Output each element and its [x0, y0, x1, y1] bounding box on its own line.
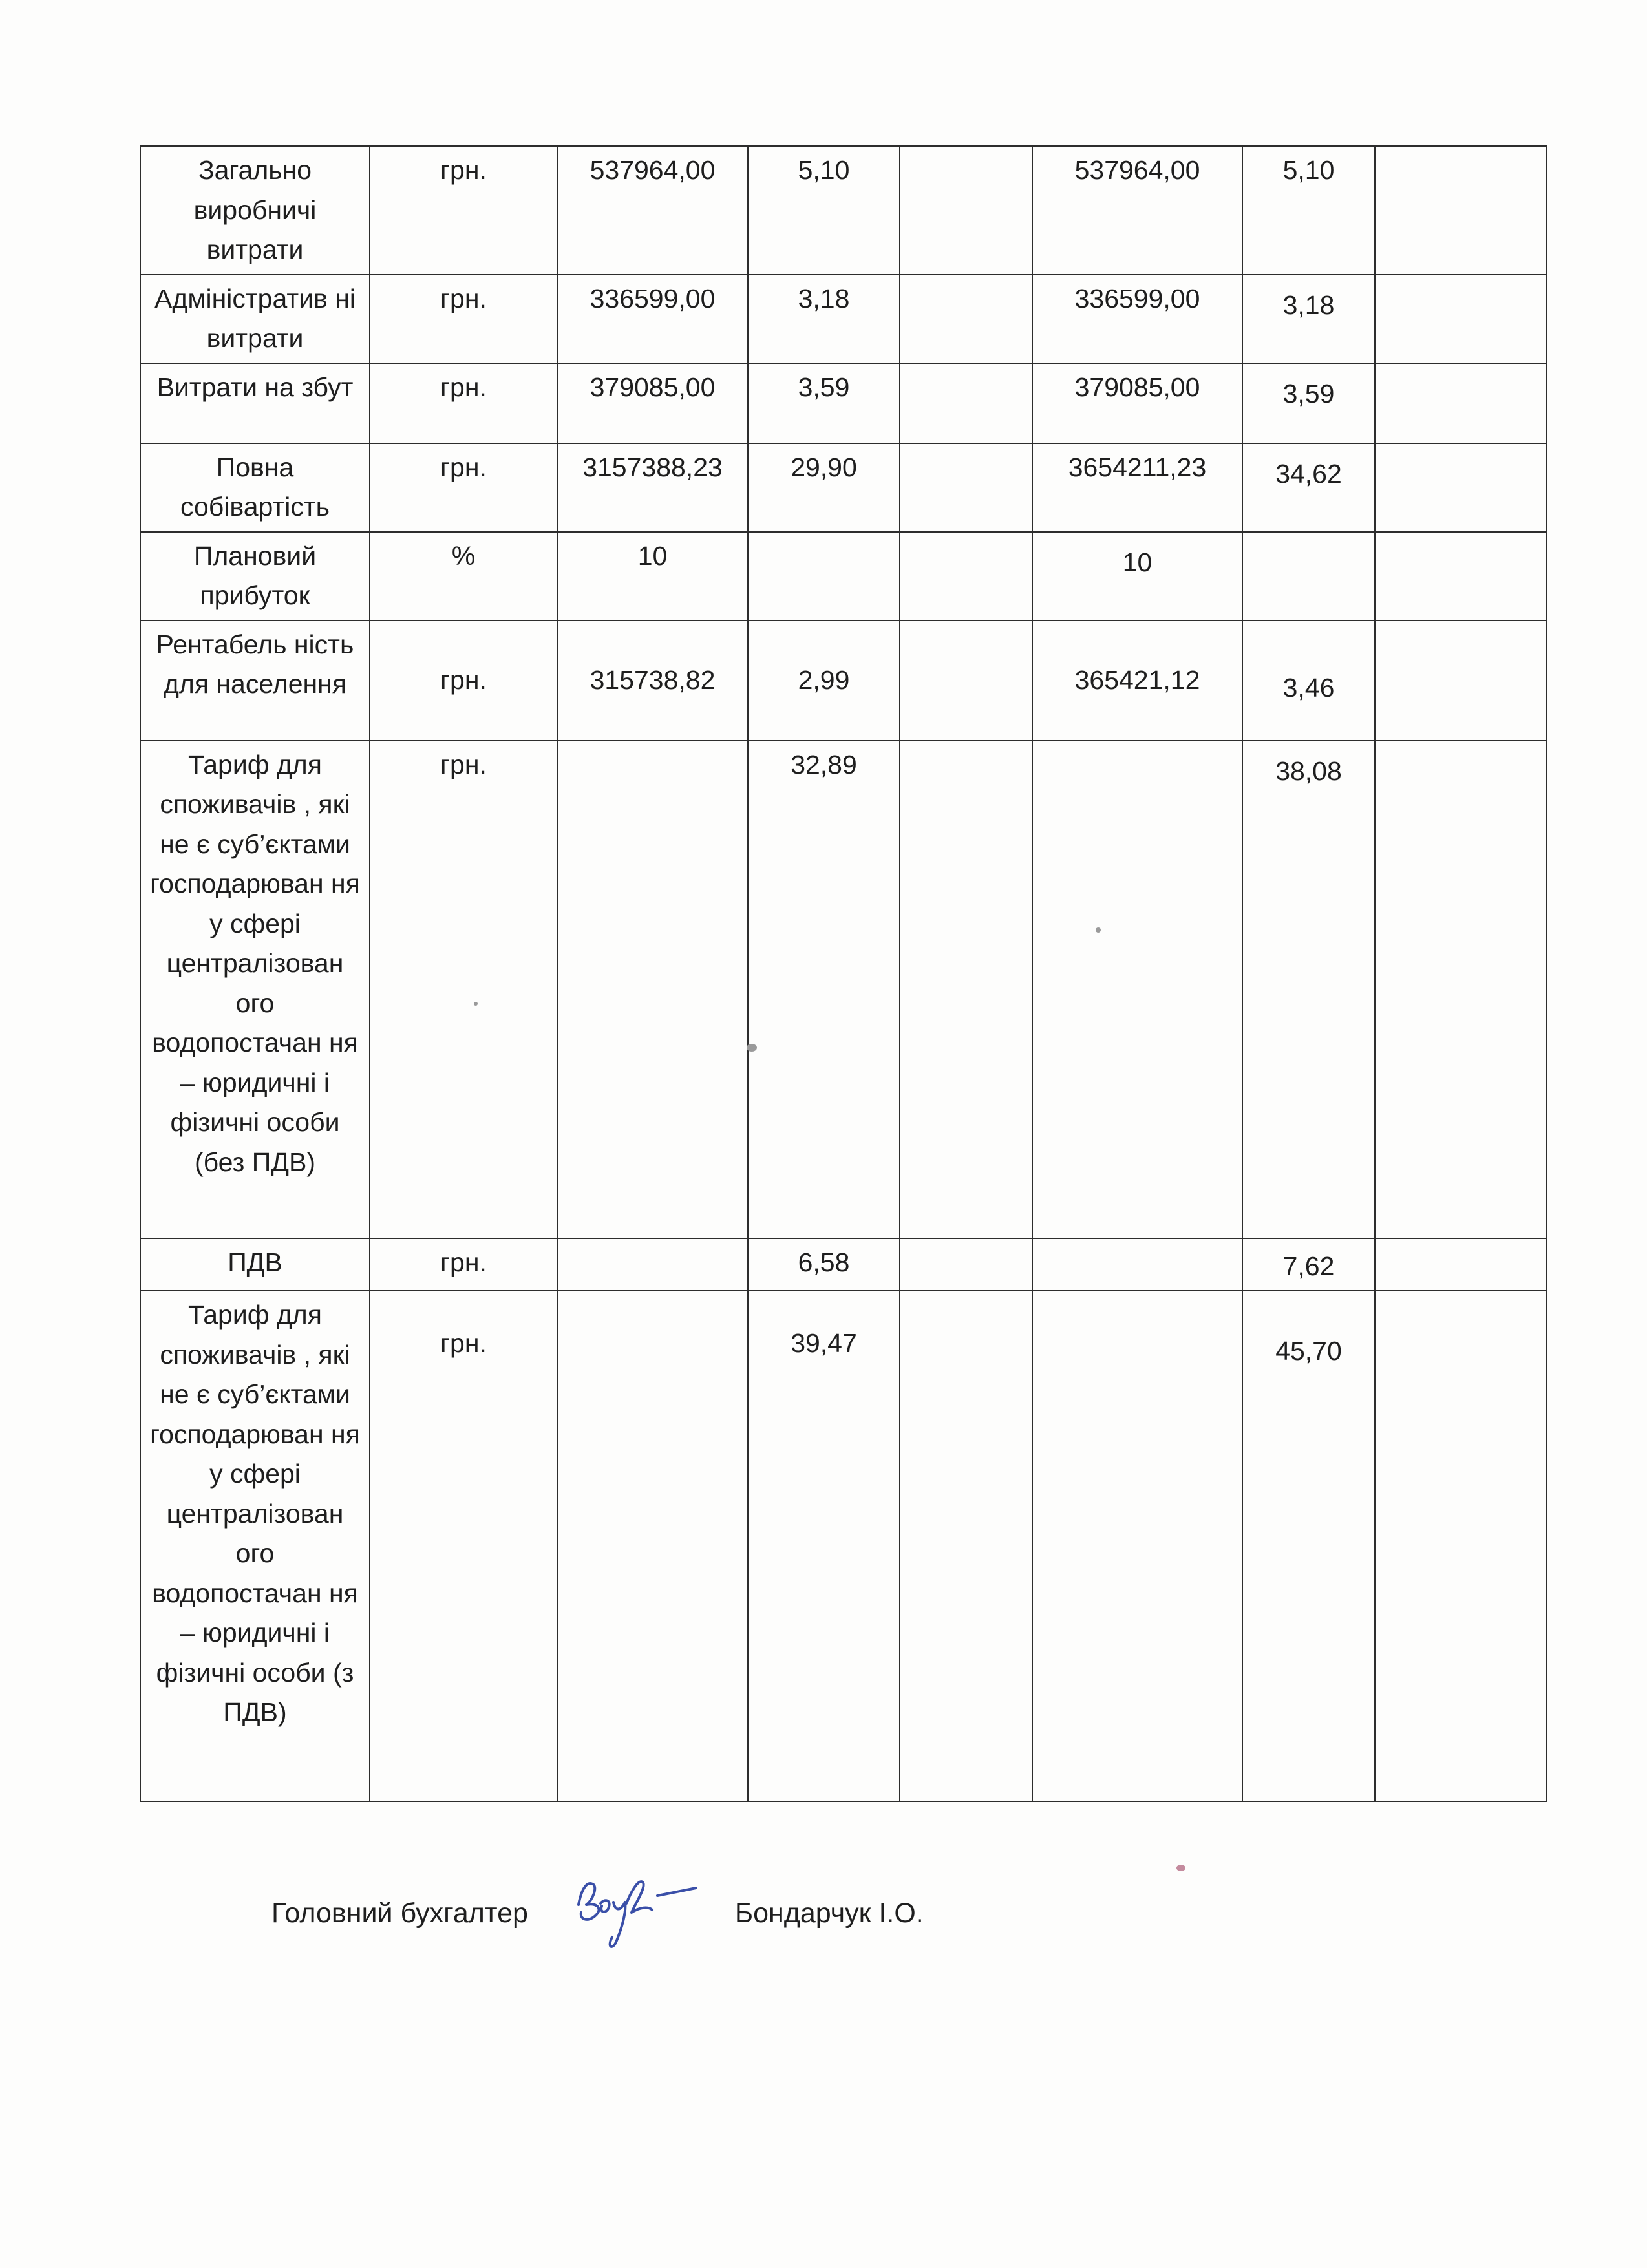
value-cell	[1032, 741, 1242, 1238]
row-name: ПДВ	[140, 1238, 370, 1291]
table-row-tariff-without-vat	[140, 741, 1547, 1238]
value-cell: 45,70	[1242, 1291, 1375, 1801]
value-cell: 32,89	[748, 741, 900, 1238]
value-cell	[1242, 532, 1375, 620]
unit-cell: грн.	[370, 1238, 557, 1291]
table-row-sales-costs	[140, 363, 1547, 443]
scan-speck	[747, 1044, 757, 1052]
value-cell: 365421,12	[1032, 620, 1242, 741]
value-cell	[1375, 363, 1547, 443]
value-cell	[1375, 1238, 1547, 1291]
value-cell: 6,58	[748, 1238, 900, 1291]
value-cell: 5,10	[1242, 146, 1375, 275]
value-cell: 7,62	[1242, 1238, 1375, 1291]
table-row-tariff-with-vat	[140, 1291, 1547, 1801]
unit-cell: грн.	[370, 620, 557, 741]
value-cell	[1375, 443, 1547, 532]
value-cell: 3,18	[1242, 275, 1375, 363]
value-cell: 10	[557, 532, 748, 620]
row-name: Загально виробничі витрати	[140, 146, 370, 275]
row-name: Повна собівартість	[140, 443, 370, 532]
table-row-planned-profit	[140, 532, 1547, 620]
row-name: Адміністратив ні витрати	[140, 275, 370, 363]
row-name: Рентабель ність для населення	[140, 620, 370, 741]
value-cell: 39,47	[748, 1291, 900, 1801]
value-cell: 379085,00	[1032, 363, 1242, 443]
scan-speck	[1176, 1865, 1185, 1871]
value-cell: 34,62	[1242, 443, 1375, 532]
signature-image	[567, 1865, 703, 1962]
unit-cell: %	[370, 532, 557, 620]
tariff-calculation-table	[140, 145, 1547, 1802]
value-cell	[900, 620, 1032, 741]
value-cell	[748, 532, 900, 620]
value-cell: 3,59	[748, 363, 900, 443]
position-label: Головний бухгалтер	[271, 1897, 528, 1929]
value-cell	[1375, 146, 1547, 275]
table-row-profitability-population	[140, 620, 1547, 741]
value-cell	[900, 1291, 1032, 1801]
value-cell	[900, 363, 1032, 443]
unit-cell: грн.	[370, 1291, 557, 1801]
value-cell	[900, 275, 1032, 363]
value-cell: 379085,00	[557, 363, 748, 443]
value-cell	[900, 1238, 1032, 1291]
signature-block	[271, 1865, 924, 1962]
value-cell: 315738,82	[557, 620, 748, 741]
value-cell: 2,99	[748, 620, 900, 741]
scan-speck	[474, 1002, 478, 1006]
value-cell	[557, 741, 748, 1238]
table-row-general-production-costs	[140, 146, 1547, 275]
unit-cell: грн.	[370, 363, 557, 443]
table-row-full-cost	[140, 443, 1547, 532]
value-cell	[557, 1238, 748, 1291]
value-cell	[1032, 1291, 1242, 1801]
row-name: Витрати на збут	[140, 363, 370, 443]
row-name: Плановий прибуток	[140, 532, 370, 620]
value-cell: 537964,00	[1032, 146, 1242, 275]
value-cell	[1375, 1291, 1547, 1801]
value-cell: 3,18	[748, 275, 900, 363]
value-cell: 3157388,23	[557, 443, 748, 532]
value-cell	[900, 532, 1032, 620]
unit-cell: грн.	[370, 146, 557, 275]
value-cell	[900, 146, 1032, 275]
value-cell	[1032, 1238, 1242, 1291]
table-row-administrative-costs	[140, 275, 1547, 363]
unit-cell: грн.	[370, 443, 557, 532]
value-cell: 3,59	[1242, 363, 1375, 443]
value-cell	[557, 1291, 748, 1801]
unit-cell: грн.	[370, 741, 557, 1238]
value-cell: 3654211,23	[1032, 443, 1242, 532]
scan-speck	[1096, 927, 1101, 933]
value-cell	[1375, 532, 1547, 620]
value-cell	[1375, 741, 1547, 1238]
table-row-vat	[140, 1238, 1547, 1291]
value-cell	[1375, 275, 1547, 363]
row-name: Тариф для споживачів , які не є суб’єктами господарюван ня у сфері централізован ого водопостачан ня – юридичні і фізичні особи (з ПДВ)	[140, 1291, 370, 1801]
row-name: Тариф для споживачів , які не є суб’єктами господарюван ня у сфері централізован ого водопостачан ня – юридичні і фізичні особи (без ПДВ)	[140, 741, 370, 1238]
value-cell: 3,46	[1242, 620, 1375, 741]
signatory-name: Бондарчук І.О.	[734, 1897, 924, 1929]
value-cell: 29,90	[748, 443, 900, 532]
value-cell: 10	[1032, 532, 1242, 620]
value-cell: 336599,00	[1032, 275, 1242, 363]
value-cell: 336599,00	[557, 275, 748, 363]
value-cell	[900, 741, 1032, 1238]
value-cell	[1375, 620, 1547, 741]
value-cell: 38,08	[1242, 741, 1375, 1238]
value-cell	[900, 443, 1032, 532]
value-cell: 5,10	[748, 146, 900, 275]
value-cell: 537964,00	[557, 146, 748, 275]
unit-cell: грн.	[370, 275, 557, 363]
